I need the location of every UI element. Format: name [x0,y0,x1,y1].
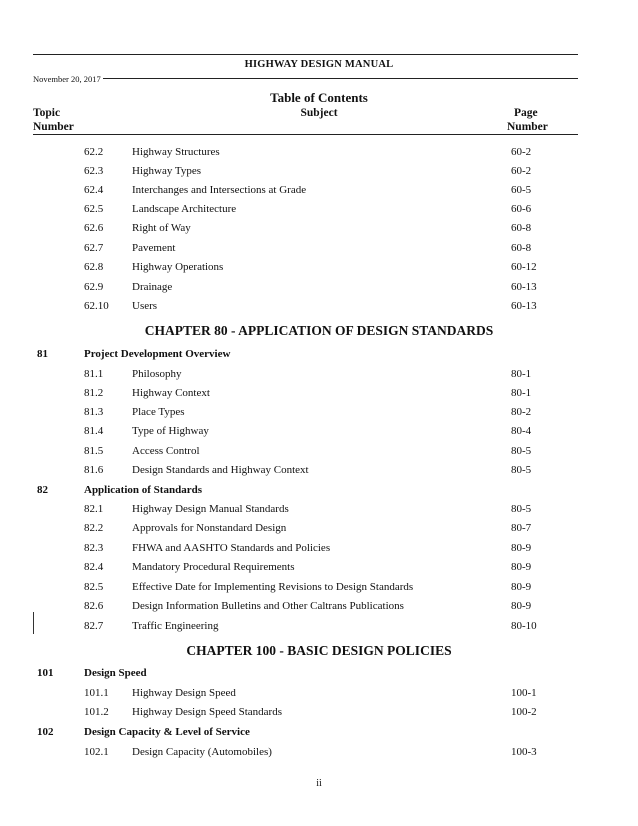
column-header-topic: Topic [33,107,61,119]
topic-subject: Type of Highway [132,425,209,437]
topic-subject: Design Capacity (Automobiles) [132,746,272,758]
page-ref: 60-13 [511,300,537,312]
topic-subject: Approvals for Nonstandard Design [132,522,287,534]
topic-subject: Design Information Bulletins and Other Caltrans Publications [132,600,404,612]
topic-subject: Interchanges and Intersections at Grade [132,184,307,196]
toc-entry[interactable] [0,406,638,425]
topic-number: 101.1 [84,687,109,699]
topic-subject: Philosophy [132,368,182,380]
toc-section[interactable] [0,348,638,367]
toc-entry[interactable] [0,300,638,319]
topic-subject: Drainage [132,281,173,293]
topic-subject: FHWA and AASHTO Standards and Policies [132,542,331,554]
toc-entry[interactable] [0,222,638,241]
topic-number: 62.7 [84,242,104,254]
header-rule [33,54,578,55]
topic-number: 82.6 [84,600,104,612]
topic-number: 62.6 [84,222,104,234]
section-number: 101 [37,667,54,679]
topic-number: 82.2 [84,522,104,534]
page-ref: 80-10 [511,620,537,632]
topic-number: 81.2 [84,387,104,399]
toc-entry[interactable] [0,387,638,406]
toc-entry[interactable] [0,368,638,387]
toc-section[interactable] [0,667,638,686]
toc-entry[interactable] [0,503,638,522]
page-ref: 80-9 [511,542,532,554]
topic-number: 62.4 [84,184,104,196]
topic-number: 102.1 [84,746,109,758]
topic-subject: Mandatory Procedural Requirements [132,561,295,573]
topic-subject: Highway Operations [132,261,224,273]
revision-margin-mark [33,612,34,634]
chapter-heading: CHAPTER 80 - APPLICATION OF DESIGN STANDARDS [144,323,494,338]
page-number: ii [316,778,322,789]
page-ref: 60-8 [511,242,532,254]
section-title: Design Capacity & Level of Service [84,726,250,738]
toc-section[interactable] [0,484,638,503]
toc-entry[interactable] [0,561,638,580]
topic-number: 81.6 [84,464,104,476]
toc-section[interactable] [0,726,638,745]
topic-subject: Landscape Architecture [132,203,237,215]
section-title: Application of Standards [84,484,202,496]
topic-subject: Highway Types [132,165,201,177]
page-ref: 80-9 [511,600,532,612]
page-ref: 60-2 [511,146,532,158]
date-rule [103,78,578,79]
page-ref: 80-1 [511,368,532,380]
topic-number: 62.9 [84,281,104,293]
topic-number: 62.10 [84,300,109,312]
page-ref: 80-7 [511,522,532,534]
toc-entry[interactable] [0,425,638,444]
section-number: 81 [37,348,48,360]
page-ref: 60-12 [511,261,537,273]
topic-subject: Effective Date for Implementing Revisions to Design Standards [132,581,414,593]
page-ref: 100-2 [511,706,537,718]
page-ref: 100-3 [511,746,537,758]
page-ref: 60-8 [511,222,532,234]
page-ref: 80-9 [511,581,532,593]
topic-number: 81.5 [84,445,104,457]
toc-entry[interactable] [0,184,638,203]
column-header-subject: Subject [300,107,338,119]
toc-entry[interactable] [0,146,638,165]
topic-subject: Highway Design Speed Standards [132,706,283,718]
toc-entry[interactable] [0,581,638,600]
toc-entry[interactable] [0,165,638,184]
toc-entry[interactable] [0,242,638,261]
topic-subject: Users [132,300,158,312]
toc-entry[interactable] [0,600,638,619]
topic-number: 81.4 [84,425,104,437]
topic-subject: Traffic Engineering [132,620,219,632]
page-ref: 80-2 [511,406,532,418]
revision-date: November 20, 2017 [33,74,101,84]
topic-subject: Highway Context [132,387,210,399]
page-ref: 80-1 [511,387,532,399]
topic-number: 82.4 [84,561,104,573]
toc-entry[interactable] [0,542,638,561]
page-ref: 60-5 [511,184,532,196]
page-ref: 80-5 [511,445,532,457]
toc-entry[interactable] [0,203,638,222]
topic-number: 62.2 [84,146,104,158]
topic-subject: Right of Way [132,222,191,234]
toc-entry[interactable] [0,445,638,464]
section-title: Project Development Overview [84,348,231,360]
page-ref: 60-2 [511,165,532,177]
topic-number: 81.3 [84,406,104,418]
toc-entry[interactable] [0,620,638,639]
page-ref: 60-6 [511,203,532,215]
toc-entry[interactable] [0,464,638,483]
toc-entry[interactable] [0,687,638,706]
page-ref: 80-4 [511,425,532,437]
page-ref: 80-9 [511,561,532,573]
topic-subject: Highway Structures [132,146,220,158]
page-ref: 80-5 [511,464,532,476]
topic-number: 101.2 [84,706,109,718]
section-number: 102 [37,726,54,738]
topic-number: 82.7 [84,620,104,632]
manual-title: HIGHWAY DESIGN MANUAL [244,59,394,70]
column-header-page-number: Number [507,121,548,133]
toc-entry[interactable] [0,706,638,725]
page-ref: 80-5 [511,503,532,515]
toc-entry[interactable] [0,746,638,765]
chapter-heading: CHAPTER 100 - BASIC DESIGN POLICIES [186,643,452,658]
topic-number: 82.3 [84,542,104,554]
toc-entry[interactable] [0,261,638,280]
topic-subject: Highway Design Manual Standards [132,503,289,515]
topic-subject: Access Control [132,445,200,457]
page-ref: 100-1 [511,687,537,699]
page-ref: 60-13 [511,281,537,293]
section-number: 82 [37,484,48,496]
topic-subject: Place Types [132,406,185,418]
topic-number: 62.3 [84,165,104,177]
column-header-topic-number: Number [33,121,74,133]
column-header-rule [33,134,578,135]
toc-entry[interactable] [0,522,638,541]
topic-number: 82.1 [84,503,104,515]
topic-number: 62.5 [84,203,104,215]
topic-subject: Design Standards and Highway Context [132,464,309,476]
toc-title: Table of Contents [270,90,368,105]
topic-subject: Highway Design Speed [132,687,236,699]
toc-entry[interactable] [0,281,638,300]
topic-number: 62.8 [84,261,104,273]
column-header-page: Page [514,107,538,119]
topic-number: 81.1 [84,368,104,380]
topic-subject: Pavement [132,242,176,254]
section-title: Design Speed [84,667,147,679]
topic-number: 82.5 [84,581,104,593]
